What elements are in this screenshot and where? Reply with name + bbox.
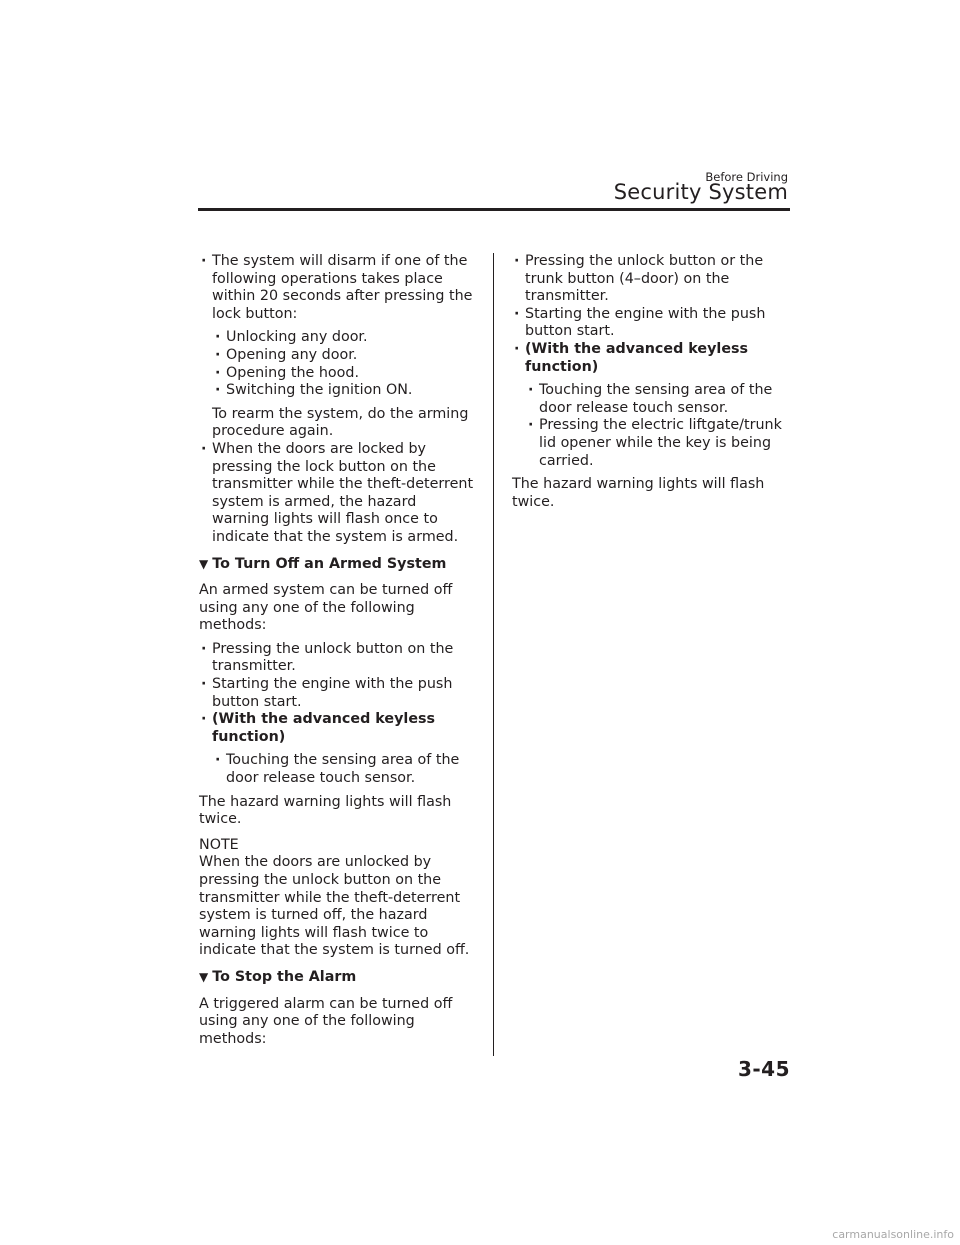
column-divider [493, 253, 494, 1056]
watermark: carmanualsonline.info [832, 1228, 954, 1241]
list-item: · Touching the sensing area of the door release touch sensor. [199, 752, 474, 787]
header-rule [198, 208, 790, 211]
header-section: Before Driving [705, 170, 788, 184]
disarm-operations-list [199, 329, 474, 399]
rearm-text: To rearm the system, do the arming procedure again. [212, 405, 469, 440]
left-column [199, 253, 474, 1048]
paragraph: The hazard warning lights will flash twice. [512, 476, 765, 510]
list-item: · Switching the ignition ON. [199, 382, 474, 400]
list-item: · Touching the sensing area of the door release touch sensor. [512, 382, 792, 417]
list-item: · Starting the engine with the push button start. [199, 676, 474, 711]
list-item: · Opening any door. [199, 347, 474, 365]
section-heading-stop [199, 969, 474, 987]
paragraph: An armed system can be turned off using any one of the following methods: [199, 582, 453, 634]
list-item: · Opening the hood. [199, 365, 474, 383]
paragraph: A triggered alarm can be turned off using any one of the following methods: [199, 995, 453, 1047]
sub-methods-list [512, 382, 792, 470]
list-item: · Pressing the unlock button on the transmitter. [199, 641, 474, 676]
list-item: · Unlocking any door. [199, 329, 474, 347]
section-heading-turn-off [199, 556, 474, 574]
page-title: Security System [613, 180, 788, 204]
heading-text: To Turn Off an Armed System [212, 555, 447, 572]
note-text: When the doors are unlocked by pressing the unlock button on the transmitter while the theft-deterrent system is turned off, the hazard warning lights will flash twice to indicate that the system is turned off. [199, 854, 470, 959]
list-item: · Pressing the electric liftgate/trunk lid opener while the key is being carried. [512, 417, 792, 470]
list-item: · Starting the engine with the push button start. [512, 306, 792, 341]
list-item: · The system will disarm if one of the following operations takes place within 20 seconds after pressing the lock button: [199, 253, 474, 323]
note-label: NOTE [199, 836, 239, 853]
triangle-down-icon: ▼ [199, 556, 209, 571]
right-column [512, 253, 792, 511]
heading-text: To Stop the Alarm [212, 968, 357, 985]
triangle-down-icon: ▼ [199, 969, 209, 984]
paragraph: The hazard warning lights will flash twice. [199, 793, 452, 828]
list-item: · When the doors are locked by pressing the lock button on the transmitter while the theft-deterrent system is armed, the hazard warning lights will flash once to indicate that the system is armed. [199, 441, 474, 547]
sub-methods-list [199, 752, 474, 787]
list-item: · (With the advanced keyless function) [199, 711, 474, 746]
page-number: 3-45 [737, 1057, 790, 1081]
methods-list [199, 641, 474, 788]
list-item: · (With the advanced keyless function) [512, 341, 792, 376]
list-item: · Pressing the unlock button or the trunk button (4–door) on the transmitter. [512, 253, 792, 306]
